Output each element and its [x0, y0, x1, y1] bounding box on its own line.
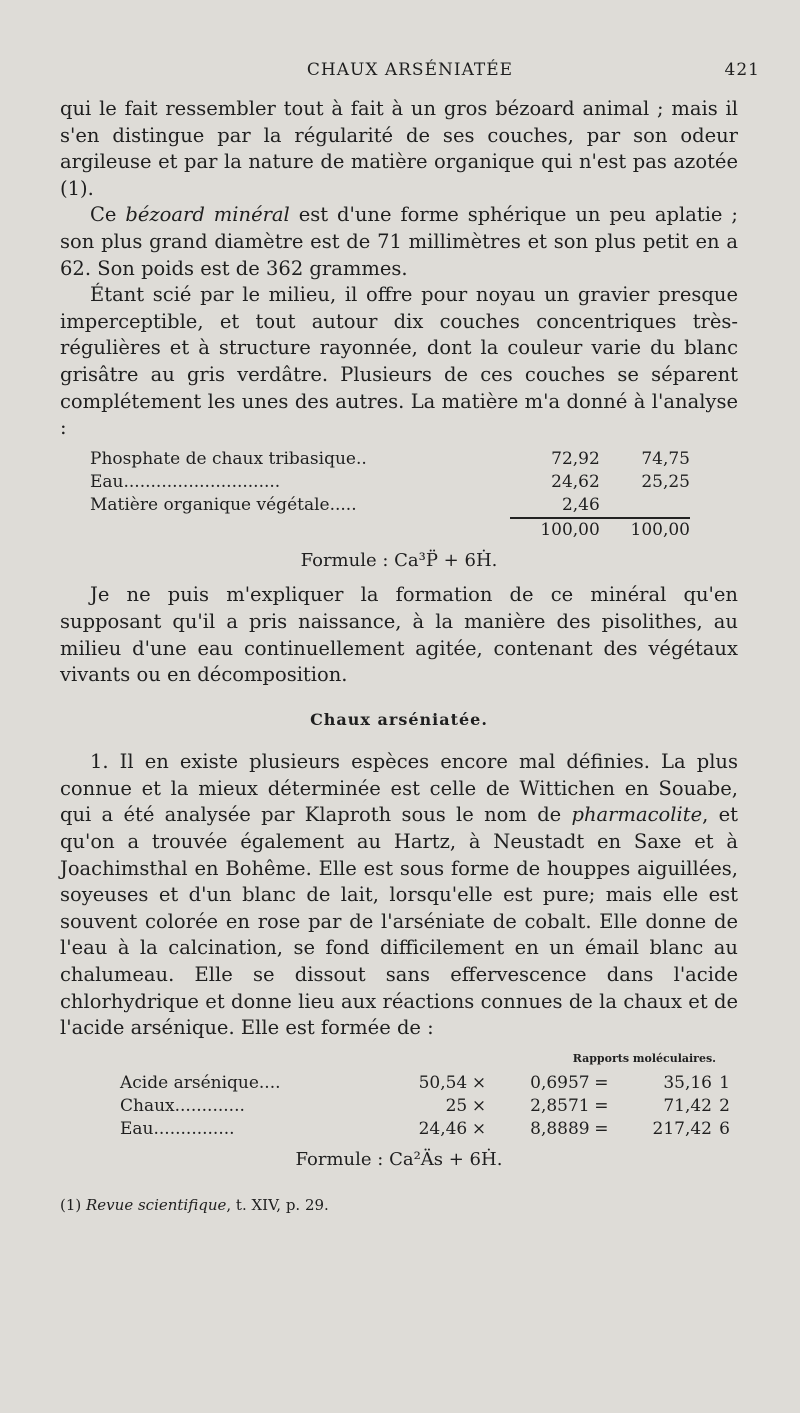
body-text — [60, 96, 738, 1219]
table-row: Eau............... 24,46 × 8,8889 = 217,42 6 — [120, 1119, 730, 1140]
table-header: Rapports moléculaires. — [572, 1051, 716, 1065]
table-row: Eau............................. 24,62 25,25 — [90, 471, 690, 492]
analysis-table-1 — [90, 448, 690, 542]
paragraph: Je ne puis m'expliquer la formation de ce minéral qu'en supposant qu'il a pris naissance, à la manière des pisolithes, au milieu d'une eau continuellement agitée, contenant des végétaux vivants ou en décomposition. — [60, 583, 738, 687]
paragraph: 1. Il en existe plusieurs espèces encore mal définies. La plus connue et la mieux déterminée est celle de Wittichen en Souabe, qui a été analysée par Klaproth sous le nom de pharmacolite, et qu'on a trouvée également au Hartz, à Neustadt en Saxe et à Joachimsthal en Bohême. Elle est sous forme de houppes aiguillées, soyeuses et d'un blanc de lait, lorsqu'elle est pure; mais elle est souvent colorée en rose par de l'arséniate de cobalt. Elle donne de l'eau à la calcination, se fond difficilement en un émail blanc au chalumeau. Elle se dissout sans effervescence dans l'acide chlorhydrique et donne lieu aux réactions connues de la chaux et de l'acide arsénique. Elle est formée de : — [60, 750, 738, 1040]
footnote: (1) Revue scientifique, t. XIV, p. 29. — [60, 1196, 329, 1214]
running-title: CHAUX ARSÉNIATÉE — [306, 60, 514, 80]
page-number: 421 — [724, 60, 760, 80]
table-total-row: 100,00 100,00 — [90, 518, 690, 542]
table-row: Matière organique végétale..... 2,46 — [90, 494, 600, 516]
table-row: Phosphate de chaux tribasique.. 72,92 74,75 — [90, 448, 690, 469]
table-row: Chaux............. 25 × 2,8571 = 71,42 2 — [120, 1096, 730, 1117]
paragraph: qui le fait ressembler tout à fait à un gros bézoard animal ; mais il s'en distingue par la régularité de ses couches, par son odeur argileuse et par la nature de matière organique qui n'est pas azotée (1). — [60, 97, 738, 200]
section-heading: Chaux arséniatée. — [310, 709, 488, 729]
formula: Formule : Ca³P̈ + 6Ḣ. — [300, 549, 498, 571]
formula: Formule : Ca²Äs + 6Ḣ. — [295, 1149, 503, 1171]
running-header — [60, 60, 760, 90]
paragraph: Étant scié par le milieu, il offre pour noyau un gravier presque imperceptible, et tout autour dix couches concentriques très-régulières et à structure rayonnée, dont la couleur varie du blanc grisâtre au gris verdâtre. Plusieurs de ces couches se séparent complétement les unes des autres. La matière m'a donné à l'analyse : — [60, 283, 738, 440]
paragraph: Ce bézoard minéral est d'une forme sphérique un peu aplatie ; son plus grand diamètre est de 71 millimètres et son plus petit en a 62. Son poids est de 362 grammes. — [60, 203, 738, 280]
analysis-table-2 — [120, 1072, 730, 1141]
table-row: Acide arsénique.... 50,54 × 0,6957 = 35,16 1 — [120, 1073, 730, 1094]
